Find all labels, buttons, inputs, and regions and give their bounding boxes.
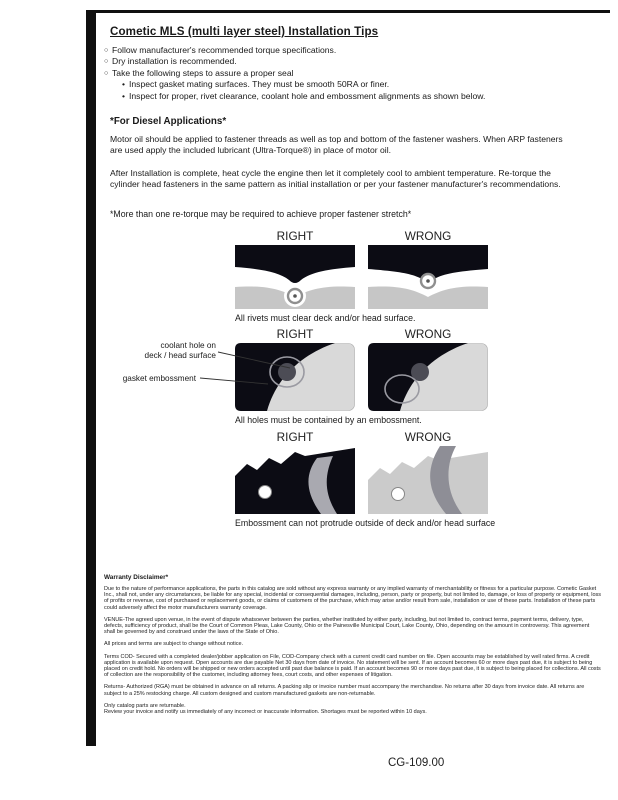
- filled-bullet-icon: •: [122, 90, 125, 101]
- bolt-hole: [259, 486, 272, 499]
- tips-list: [104, 45, 604, 102]
- tip-item: [104, 45, 604, 56]
- embossment-wrong-art: [368, 446, 488, 514]
- tip-text: Inspect gasket mating surfaces. They must be smooth 50RA or finer.: [129, 79, 390, 90]
- right-label: RIGHT: [276, 327, 314, 341]
- callout-text: coolant hole on: [160, 341, 216, 350]
- tip-text: Follow manufacturer's recommended torque specifications.: [112, 45, 337, 55]
- holes-wrong-art: [368, 343, 488, 411]
- rivet-wrong-art: [368, 245, 488, 309]
- diagram-caption: Embossment can not protrude outside of deck and/or head surface: [235, 518, 496, 528]
- diagram-caption: All rivets must clear deck and/or head surface.: [235, 313, 416, 323]
- warranty-paragraph: Only catalog parts are returnable.: [104, 702, 186, 709]
- bolt-hole: [392, 488, 405, 501]
- open-bullet-icon: ○: [104, 58, 109, 66]
- callout-leader-lines: [190, 346, 295, 391]
- callout-text: gasket embossment: [122, 374, 196, 383]
- diagram-panels: [235, 245, 493, 309]
- diagram-rivets: [235, 229, 493, 323]
- wrong-label: WRONG: [404, 229, 452, 243]
- tip-sub-item: [122, 79, 604, 90]
- page-title: Cometic MLS (multi layer steel) Installation Tips: [110, 25, 379, 38]
- warranty-paragraph: Due to the nature of performance applications, the parts in this catalog are sold without any express warranty or any implied warranty of merchantability or fitness for a particular purpose. Cometic Gasket Inc., shall not, under any circumstances, be liable for any special, incidental or consequential damages, including, person, party or property, but not limited to, damage, or loss of property or equipment, loss of profits or revenue, cost of purchased or replacement goods, or claims of customers of the purchase, which may arise and/or result from sale, installation or use of these parts. Installation of these parts could adversely affect the motor manufacturers warranty coverage.: [104, 586, 601, 611]
- embossment-right-art: [235, 446, 355, 514]
- diagram-panels: [235, 446, 493, 514]
- rivet-right-art: [235, 245, 355, 309]
- wrong-label: WRONG: [404, 430, 452, 444]
- diesel-paragraph-1: Motor oil should be applied to fastener threads as well as top and bottom of the fastener washers. When ARP fasteners are used apply the included lubricant (Ultra-Torque®) in place of motor oil.: [110, 134, 563, 156]
- tip-item: [104, 68, 604, 79]
- catalog-code: CG-109.00: [388, 757, 445, 769]
- diesel-applications-heading: *For Diesel Applications*: [110, 116, 227, 127]
- warranty-disclaimer: [104, 574, 602, 721]
- warranty-paragraph: All prices and terms are subject to change without notice.: [104, 641, 244, 648]
- diagram-header-row: [235, 430, 493, 444]
- diesel-paragraph-2: After Installation is complete, heat cycle the engine then let it completely cool to ambient temperature. Re-torque the cylinder head fasteners in the same pattern as initial installation or per your fastener manufacturer's recommendations.: [110, 168, 561, 190]
- tip-item: [104, 56, 604, 67]
- warranty-heading: Warranty Disclaimer*: [104, 574, 169, 581]
- warranty-paragraph: Terms COD- Secured with a completed dealer/jobber application on File, COD-Company check with a current credit card number on file. Open accounts may be established by well rated firms. A credit application is available upon request. Open accounts are due payable Net 30 days from date of invoice. No statement will be sent. If an account becomes 60 or more days past due, it is subject to being placed on credit hold. No orders will be shipped or new orders accepted until past due balance is paid. If an account becomes 90 or more days past due, it is subject to being placed for collections. All costs of collection are the responsibility of the customer, including attorney fees, court costs, and other expenses of litigation.: [104, 653, 601, 679]
- warranty-paragraph: Returns- Authorized (RGA) must be obtained in advance on all returns. A packing slip or invoice number must accompany the merchandise. No returns after 30 days from invoice date. All returns are subject to a 25% restocking charge. All custom designed and custom manufactured gaskets are non-returnable.: [104, 684, 585, 697]
- open-bullet-icon: ○: [104, 69, 109, 77]
- tip-text: Take the following steps to assure a proper seal: [112, 67, 294, 78]
- callout-text: deck / head surface: [144, 351, 216, 361]
- diagram-embossment: [235, 430, 496, 528]
- filled-bullet-icon: •: [122, 79, 125, 90]
- tip-text: Dry installation is recommended.: [112, 56, 237, 67]
- right-label: RIGHT: [276, 229, 314, 243]
- diagram-header-row: [235, 229, 493, 243]
- gasket-embossment-callout: [108, 374, 196, 384]
- wrong-label: WRONG: [404, 327, 452, 341]
- warranty-paragraph: VENUE-The agreed upon venue, in the event of dispute whatsoever between the parties, whether instituted by either party, including, but not limited to, contract terms, payment terms, delivery, type, defects, sufficiency of product, shall be the Court of Common Pleas, Lake County, Ohio or the Painesville Municipal Court, Lake County, Ohio, depending on the amount in controversy. This agreement shall be governed by and construed under the laws of the State of Ohio.: [104, 616, 590, 636]
- tip-sub-item: [122, 91, 604, 102]
- retorque-note: *More than one re-torque may be required to achieve proper fastener stretch*: [110, 209, 412, 219]
- page-border-top: [86, 10, 610, 13]
- diagram-header-row: [235, 327, 493, 341]
- diagram-caption: All holes must be contained by an embossment.: [235, 415, 422, 425]
- right-label: RIGHT: [276, 430, 314, 444]
- open-bullet-icon: ○: [104, 47, 109, 54]
- tip-text: Inspect for proper, rivet clearance, coolant hole and embossment alignments as shown below.: [129, 90, 486, 101]
- page-border-left: [86, 10, 96, 746]
- warranty-paragraph: Review your invoice and notify us immediately of any incorrect or inaccurate information. Shortages must be reported within 10 days.: [104, 709, 427, 716]
